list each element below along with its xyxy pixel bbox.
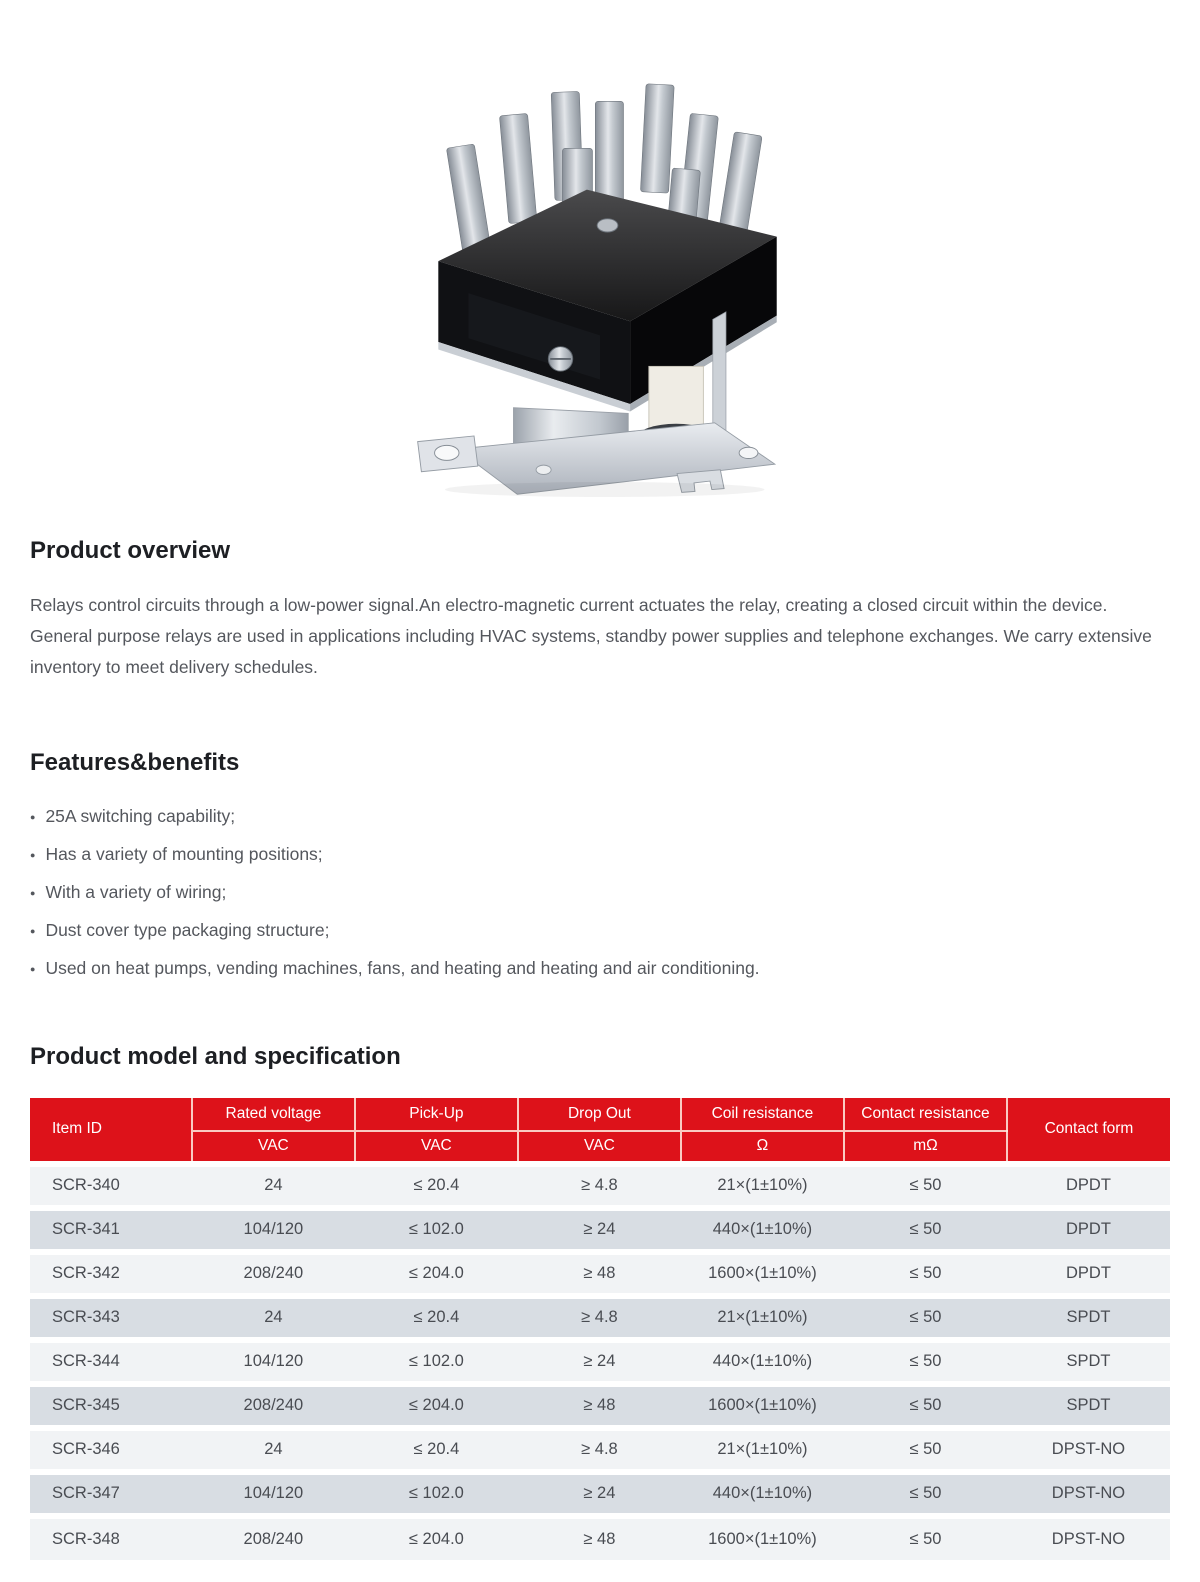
spec-cell: 208/240 <box>192 1516 355 1560</box>
spec-cell: ≤ 50 <box>844 1296 1007 1340</box>
spec-cell: 1600×(1±10%) <box>681 1384 844 1428</box>
spec-cell: 104/120 <box>192 1340 355 1384</box>
features-list <box>30 806 1170 979</box>
spec-col-header: Contact form <box>1007 1098 1170 1164</box>
relay-product-image <box>400 28 800 498</box>
spec-cell: ≤ 50 <box>844 1384 1007 1428</box>
features-section <box>30 749 1170 979</box>
spec-row <box>30 1340 1170 1384</box>
spec-cell: ≥ 48 <box>518 1516 681 1560</box>
spec-col-subheader: mΩ <box>844 1131 1007 1164</box>
relay-shadow <box>445 482 765 497</box>
feature-item: ● Used on heat pumps, vending machines, fans, and heating and heating and air conditioning. <box>30 958 1170 979</box>
spec-table-body <box>30 1164 1170 1560</box>
spec-cell: ≤ 50 <box>844 1516 1007 1560</box>
spec-cell: ≤ 204.0 <box>355 1384 518 1428</box>
spec-cell: ≥ 4.8 <box>518 1296 681 1340</box>
spec-cell: ≤ 50 <box>844 1164 1007 1208</box>
spec-cell: 21×(1±10%) <box>681 1296 844 1340</box>
spec-cell: 440×(1±10%) <box>681 1472 844 1516</box>
spec-cell-item-id: SCR-348 <box>30 1516 192 1560</box>
feature-item: ● With a variety of wiring; <box>30 882 1170 903</box>
spec-cell: DPDT <box>1007 1252 1170 1296</box>
spec-cell: 440×(1±10%) <box>681 1208 844 1252</box>
spec-cell-item-id: SCR-344 <box>30 1340 192 1384</box>
spec-col-header: Rated voltage <box>192 1098 355 1131</box>
feature-item: ● 25A switching capability; <box>30 806 1170 827</box>
spec-cell: DPDT <box>1007 1164 1170 1208</box>
overview-section <box>30 537 1170 683</box>
spec-cell: ≤ 50 <box>844 1472 1007 1516</box>
feature-item: ● Has a variety of mounting positions; <box>30 844 1170 865</box>
spec-table <box>30 1098 1170 1560</box>
spec-col-header: Coil resistance <box>681 1098 844 1131</box>
spec-cell: ≤ 20.4 <box>355 1296 518 1340</box>
spec-cell: 24 <box>192 1428 355 1472</box>
feature-item: ● Dust cover type packaging structure; <box>30 920 1170 941</box>
spec-cell: ≤ 102.0 <box>355 1340 518 1384</box>
spec-cell: DPDT <box>1007 1208 1170 1252</box>
spec-cell: ≤ 204.0 <box>355 1516 518 1560</box>
spec-cell-item-id: SCR-346 <box>30 1428 192 1472</box>
spec-cell: SPDT <box>1007 1384 1170 1428</box>
spec-cell: ≤ 50 <box>844 1208 1007 1252</box>
spec-cell: SPDT <box>1007 1340 1170 1384</box>
spec-cell: 1600×(1±10%) <box>681 1516 844 1560</box>
spec-row <box>30 1296 1170 1340</box>
overview-body: Relays control circuits through a low-power signal.An electro-magnetic current actuates the relay, creating a closed circuit within the device. General purpose relays are used in applications including HVAC systems, standby power supplies and telephone exchanges. We carry extensive inventory to meet delivery schedules. <box>30 594 1152 678</box>
spec-row <box>30 1208 1170 1252</box>
spec-cell: SPDT <box>1007 1296 1170 1340</box>
spec-row <box>30 1164 1170 1208</box>
spec-cell: 440×(1±10%) <box>681 1340 844 1384</box>
spec-cell-item-id: SCR-345 <box>30 1384 192 1428</box>
spec-cell: ≥ 48 <box>518 1384 681 1428</box>
spec-cell: 104/120 <box>192 1472 355 1516</box>
spec-cell: ≥ 4.8 <box>518 1164 681 1208</box>
spec-cell: ≥ 24 <box>518 1340 681 1384</box>
spec-cell: ≤ 102.0 <box>355 1472 518 1516</box>
spec-cell-item-id: SCR-347 <box>30 1472 192 1516</box>
spec-cell: 24 <box>192 1296 355 1340</box>
spec-cell: ≤ 204.0 <box>355 1252 518 1296</box>
spec-cell: DPST-NO <box>1007 1472 1170 1516</box>
spec-header-row-top <box>30 1098 1170 1131</box>
spec-col-subheader: VAC <box>192 1131 355 1164</box>
spec-cell: ≥ 24 <box>518 1472 681 1516</box>
spec-cell: ≤ 50 <box>844 1252 1007 1296</box>
spec-cell: DPST-NO <box>1007 1516 1170 1560</box>
spec-cell-item-id: SCR-343 <box>30 1296 192 1340</box>
spec-row <box>30 1384 1170 1428</box>
spec-cell: ≥ 4.8 <box>518 1428 681 1472</box>
spec-cell-item-id: SCR-342 <box>30 1252 192 1296</box>
spec-table-head <box>30 1098 1170 1164</box>
spec-cell: 1600×(1±10%) <box>681 1252 844 1296</box>
spec-col-header: Contact resistance <box>844 1098 1007 1131</box>
spec-row <box>30 1516 1170 1560</box>
spec-cell: 21×(1±10%) <box>681 1164 844 1208</box>
spec-cell-item-id: SCR-341 <box>30 1208 192 1252</box>
spec-header-row-sub <box>30 1131 1170 1164</box>
spec-cell: 104/120 <box>192 1208 355 1252</box>
features-title: Features&benefits <box>30 749 240 777</box>
spec-cell: ≤ 102.0 <box>355 1208 518 1252</box>
spec-cell: ≥ 24 <box>518 1208 681 1252</box>
spec-cell: ≤ 50 <box>844 1340 1007 1384</box>
spec-row <box>30 1472 1170 1516</box>
spec-cell: 21×(1±10%) <box>681 1428 844 1472</box>
overview-title: Product overview <box>30 537 231 564</box>
spec-col-subheader: Ω <box>681 1131 844 1164</box>
spec-cell: ≤ 50 <box>844 1428 1007 1472</box>
spec-cell: 208/240 <box>192 1252 355 1296</box>
spec-cell: 208/240 <box>192 1384 355 1428</box>
spec-col-subheader: VAC <box>518 1131 681 1164</box>
spec-cell: DPST-NO <box>1007 1428 1170 1472</box>
spec-cell-item-id: SCR-340 <box>30 1164 192 1208</box>
spec-col-header: Pick-Up <box>355 1098 518 1131</box>
spec-cell: ≥ 48 <box>518 1252 681 1296</box>
spec-col-subheader: VAC <box>355 1131 518 1164</box>
spec-col-header: Item ID <box>30 1098 192 1164</box>
spec-row <box>30 1428 1170 1472</box>
spec-col-header: Drop Out <box>518 1098 681 1131</box>
product-image-wrap <box>30 28 1170 503</box>
spec-section <box>30 1043 1170 1560</box>
spec-title: Product model and specification <box>30 1043 401 1071</box>
spec-cell: ≤ 20.4 <box>355 1428 518 1472</box>
spec-cell: ≤ 20.4 <box>355 1164 518 1208</box>
spec-row <box>30 1252 1170 1296</box>
spec-cell: 24 <box>192 1164 355 1208</box>
